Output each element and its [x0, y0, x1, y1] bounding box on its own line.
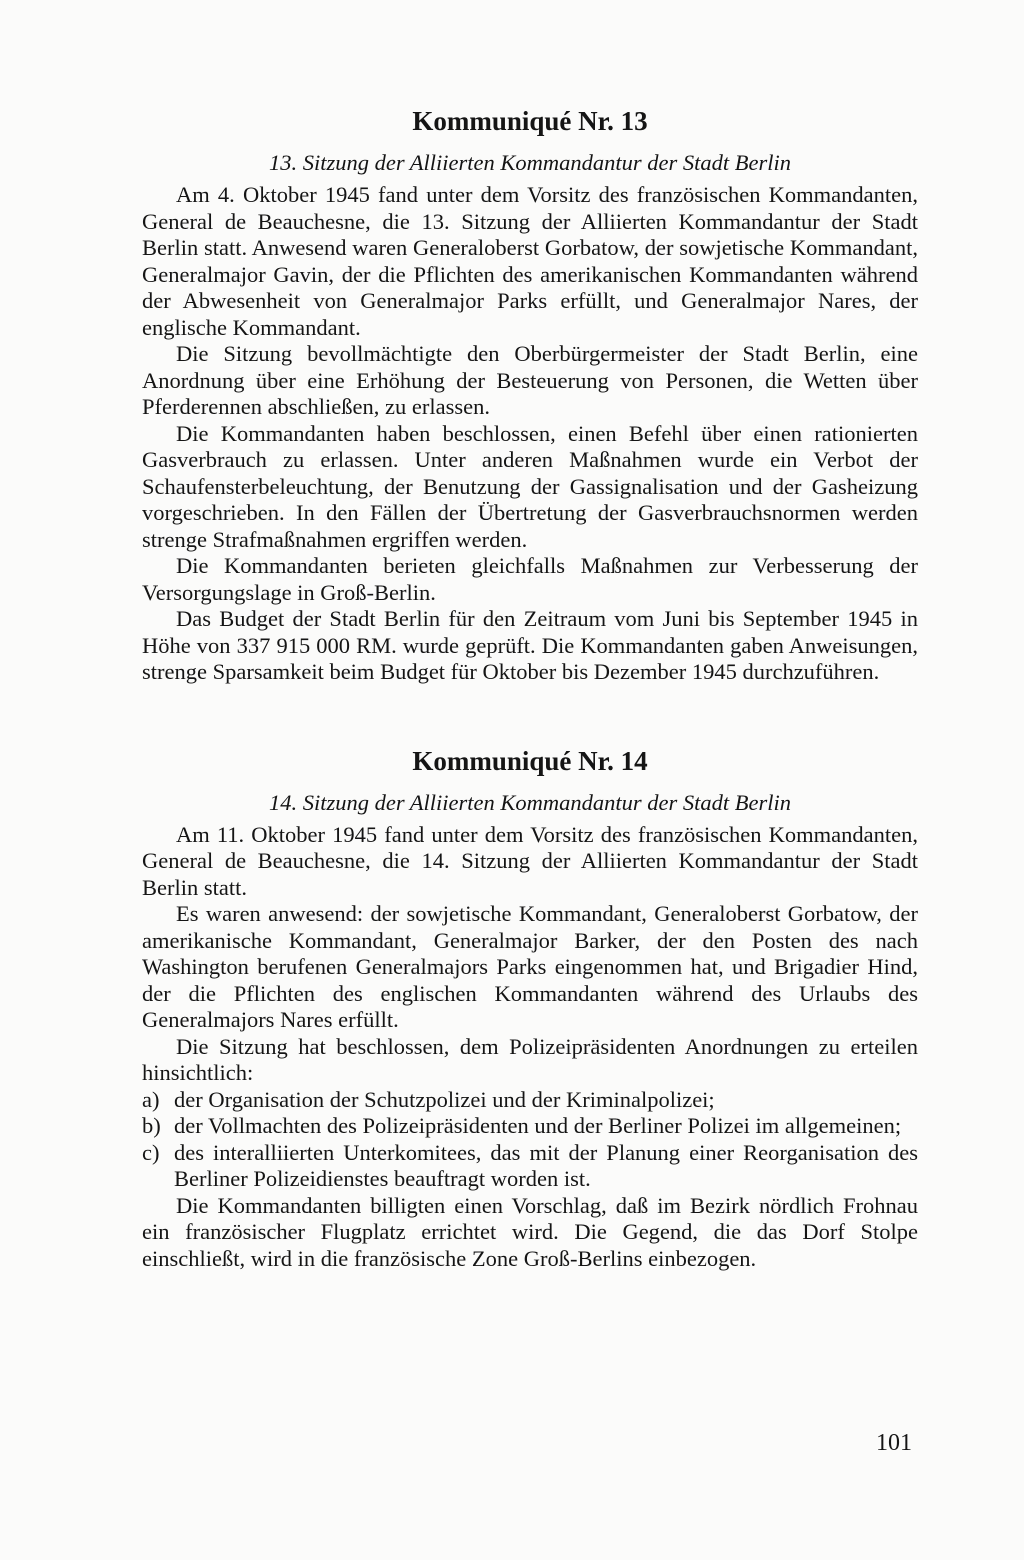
list-marker: a) — [142, 1086, 160, 1112]
paragraph: Am 11. Oktober 1945 fand unter dem Vorsitz des französischen Kommandanten, General de Beauchesne, die 14. Sitzung der Alliierten Kommandantur der Stadt Berlin statt. — [142, 821, 918, 900]
page-number: 101 — [876, 1430, 912, 1456]
list-marker: b) — [142, 1113, 161, 1138]
list-item-text: der Organisation der Schutzpolizei und der Kriminalpolizei; — [174, 1086, 715, 1112]
communique-14 — [142, 744, 918, 1273]
communique-14-subtitle: 14. Sitzung der Alliierten Kommandantur der Stadt Berlin — [268, 789, 792, 815]
list-item — [142, 1087, 918, 1114]
communique-13 — [142, 104, 918, 686]
paragraph: Die Kommandanten haben beschlossen, einen Befehl über einen rationierten Gasverbrauch zu erlassen. Unter anderen Maßnahmen wurde ein Verbot der Schaufensterbeleuchtung, der Benutzung der Gassignalisation und der Gasheizung vorgeschrieben. In den Fällen der Übertretung der Gasverbrauchsnormen werden strenge Strafmaßnahmen ergriffen werden. — [142, 420, 918, 552]
communique-13-heading: Kommuniqué Nr. 13 — [412, 106, 648, 136]
paragraph: Die Sitzung hat beschlossen, dem Polizeipräsidenten Anordnungen zu erteilen hinsichtlich: — [142, 1033, 918, 1085]
paragraph: Die Sitzung bevollmächtigte den Oberbürgermeister der Stadt Berlin, eine Anordnung über eine Erhöhung der Besteuerung von Personen, die Wetten über Pferderennen abschließen, zu erlassen. — [142, 341, 918, 419]
section-spacer — [142, 686, 918, 744]
paragraph: Es waren anwesend: der sowjetische Kommandant, Generaloberst Gorbatow, der amerikanische Kommandant, Generalmajor Barker, der den Posten des nach Washington berufenen Generalmajors Parks eingenommen hat, und Brigadier Hind, der die Pflichten des englischen Kommandanten während des Urlaubs des Generalmajors Nares erfüllt. — [142, 901, 918, 1032]
communique-14-heading: Kommuniqué Nr. 14 — [412, 745, 648, 776]
paragraph: Das Budget der Stadt Berlin für den Zeitraum vom Juni bis September 1945 in Höhe von 337 915 000 RM. wurde geprüft. Die Kommandanten gaben Anweisungen, strenge Sparsamkeit beim Budget für Oktober bis Dezember 1945 durchzuführen. — [142, 606, 918, 684]
paragraph: Am 4. Oktober 1945 fand unter dem Vorsitz des französischen Kommandanten, General de Beauchesne, die 13. Sitzung der Alliierten Kommandantur der Stadt Berlin statt. Anwesend waren Generaloberst Gorbatow, der sowjetische Kommandant, Generalmajor Gavin, der die Pflichten des amerikanischen Kommandanten während der Abwesenheit von Generalmajor Parks erfüllt, und Generalmajor Nares, der englische Kommandant. — [142, 182, 918, 340]
closing-paragraph: Die Kommandanten billigten einen Vorschlag, daß im Bezirk nördlich Frohnau ein französischer Flugplatz errichtet wird. Die Gegend, die das Dorf Stolpe einschließt, wird in die französische Zone Groß-Berlins einbezogen. — [142, 1192, 918, 1271]
page-content — [142, 104, 918, 1272]
paragraph: Die Kommandanten berieten gleichfalls Maßnahmen zur Verbesserung der Versorgungslage in Groß-Berlin. — [142, 553, 918, 605]
list-marker: c) — [142, 1139, 160, 1165]
list-item — [142, 1140, 918, 1193]
list-item — [142, 1113, 918, 1140]
communique-13-subtitle: 13. Sitzung der Alliierten Kommandantur der Stadt Berlin — [268, 150, 792, 175]
instructions-list — [142, 1087, 918, 1193]
list-item-text: des interalliierten Unterkomitees, das mit der Planung einer Reorganisation des Berliner Polizeidienstes beauftragt worden ist. — [174, 1139, 918, 1191]
list-item-text: der Vollmachten des Polizeipräsidenten und der Berliner Polizei im allgemeinen; — [174, 1113, 902, 1138]
